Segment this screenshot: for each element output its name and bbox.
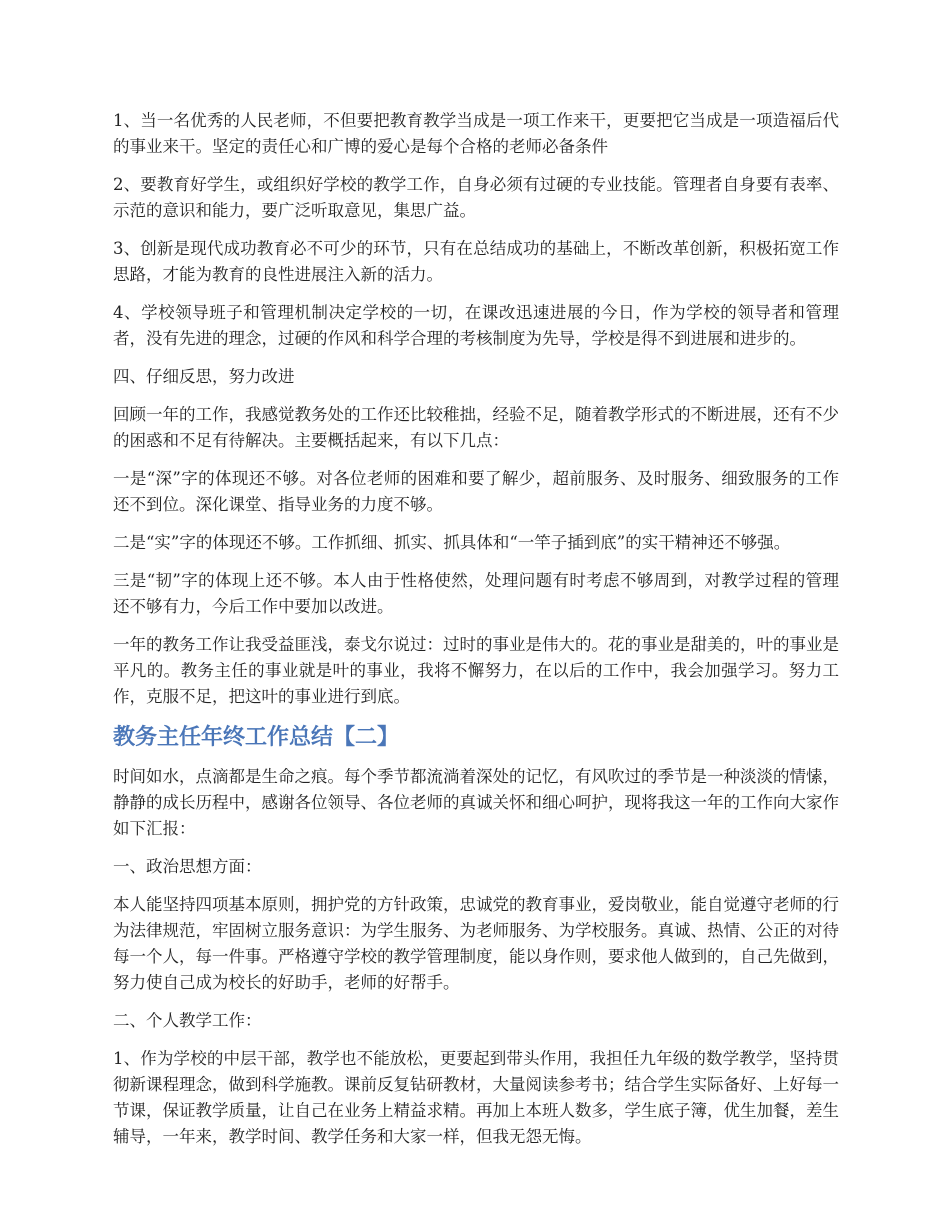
paragraph-intro: 时间如水，点滴都是生命之痕。每个季节都流淌着深处的记忆，有风吹过的季节是一种淡淡的情愫，静静的成长历程中，感谢各位领导、各位老师的真诚关怀和细心呵护，现将我这一年的工作向大家作如下汇报： (113, 767, 839, 838)
subheading-teaching: 二、个人教学工作： (113, 1011, 262, 1030)
subheading-political: 一、政治思想方面： (113, 857, 262, 876)
paragraph-4: 4、学校领导班子和管理机制决定学校的一切，在课改迅速进展的今日，作为学校的领导者和管理者，没有先进的理念，过硬的作风和科学合理的考核制度为先导，学校是得不到进展和进步的。 (113, 303, 839, 348)
paragraph-2: 2、要教育好学生，或组织好学校的教学工作，自身必须有过硬的专业技能。管理者自身要有表率、示范的意识和能力，要广泛听取意见，集思广益。 (113, 175, 839, 220)
paragraph-point-3: 三是“韧”字的体现上还不够。本人由于性格使然，处理问题有时考虑不够周到，对教学过程的管理还不够有力，今后工作中要加以改进。 (113, 571, 839, 616)
paragraph-point-2: 二是“实”字的体现还不够。工作抓细、抓实、抓具体和“一竿子插到底”的实干精神还不够强。 (113, 533, 791, 552)
section-title: 教务主任年终工作总结【二】 (113, 725, 400, 750)
subheading-reflection: 四、仔细反思，努力改进 (113, 367, 295, 386)
paragraph-1: 1、当一名优秀的人民老师，不但要把教育教学当成是一项工作来干，更要把它当成是一项造福后代的事业来干。坚定的责任心和广博的爱心是每个合格的老师必备条件 (113, 111, 839, 156)
paragraph-teaching: 1、作为学校的中层干部，教学也不能放松，更要起到带头作用，我担任九年级的数学教学，坚持贯彻新课程理念，做到科学施教。课前反复钻研教材，大量阅读参考书；结合学生实际备好、上好每一节课，保证教学质量，让自己在业务上精益求精。再加上本班人数多，学生底子簿，优生加餐，差生辅导，一年来，教学时间、教学任务和大家一样，但我无怨无悔。 (113, 1049, 839, 1146)
document-page (113, 108, 839, 1162)
paragraph-conclusion: 一年的教务工作让我受益匪浅，泰戈尔说过：过时的事业是伟大的。花的事业是甜美的，叶的事业是平凡的。教务主任的事业就是叶的事业，我将不懈努力，在以后的工作中，我会加强学习。努力工作，克服不足，把这叶的事业进行到底。 (113, 635, 839, 706)
paragraph-3: 3、创新是现代成功教育必不可少的环节，只有在总结成功的基础上，不断改革创新，积极拓宽工作思路，才能为教育的良性进展注入新的活力。 (113, 239, 839, 284)
paragraph-point-1: 一是“深”字的体现还不够。对各位老师的困难和要了解少，超前服务、及时服务、细致服务的工作还不到位。深化课堂、指导业务的力度不够。 (113, 469, 839, 514)
paragraph-political: 本人能坚持四项基本原则，拥护党的方针政策，忠诚党的教育事业，爱岗敬业，能自觉遵守老师的行为法律规范，牢固树立服务意识：为学生服务、为老师服务、为学校服务。真诚、热情、公正的对待每一个人，每一件事。严格遵守学校的教学管理制度，能以身作则，要求他人做到的，自己先做到，努力使自己成为校长的好助手，老师的好帮手。 (113, 895, 839, 992)
paragraph-review: 回顾一年的工作，我感觉教务处的工作还比较稚拙，经验不足，随着教学形式的不断进展，还有不少的困惑和不足有待解决。主要概括起来，有以下几点： (113, 405, 839, 450)
